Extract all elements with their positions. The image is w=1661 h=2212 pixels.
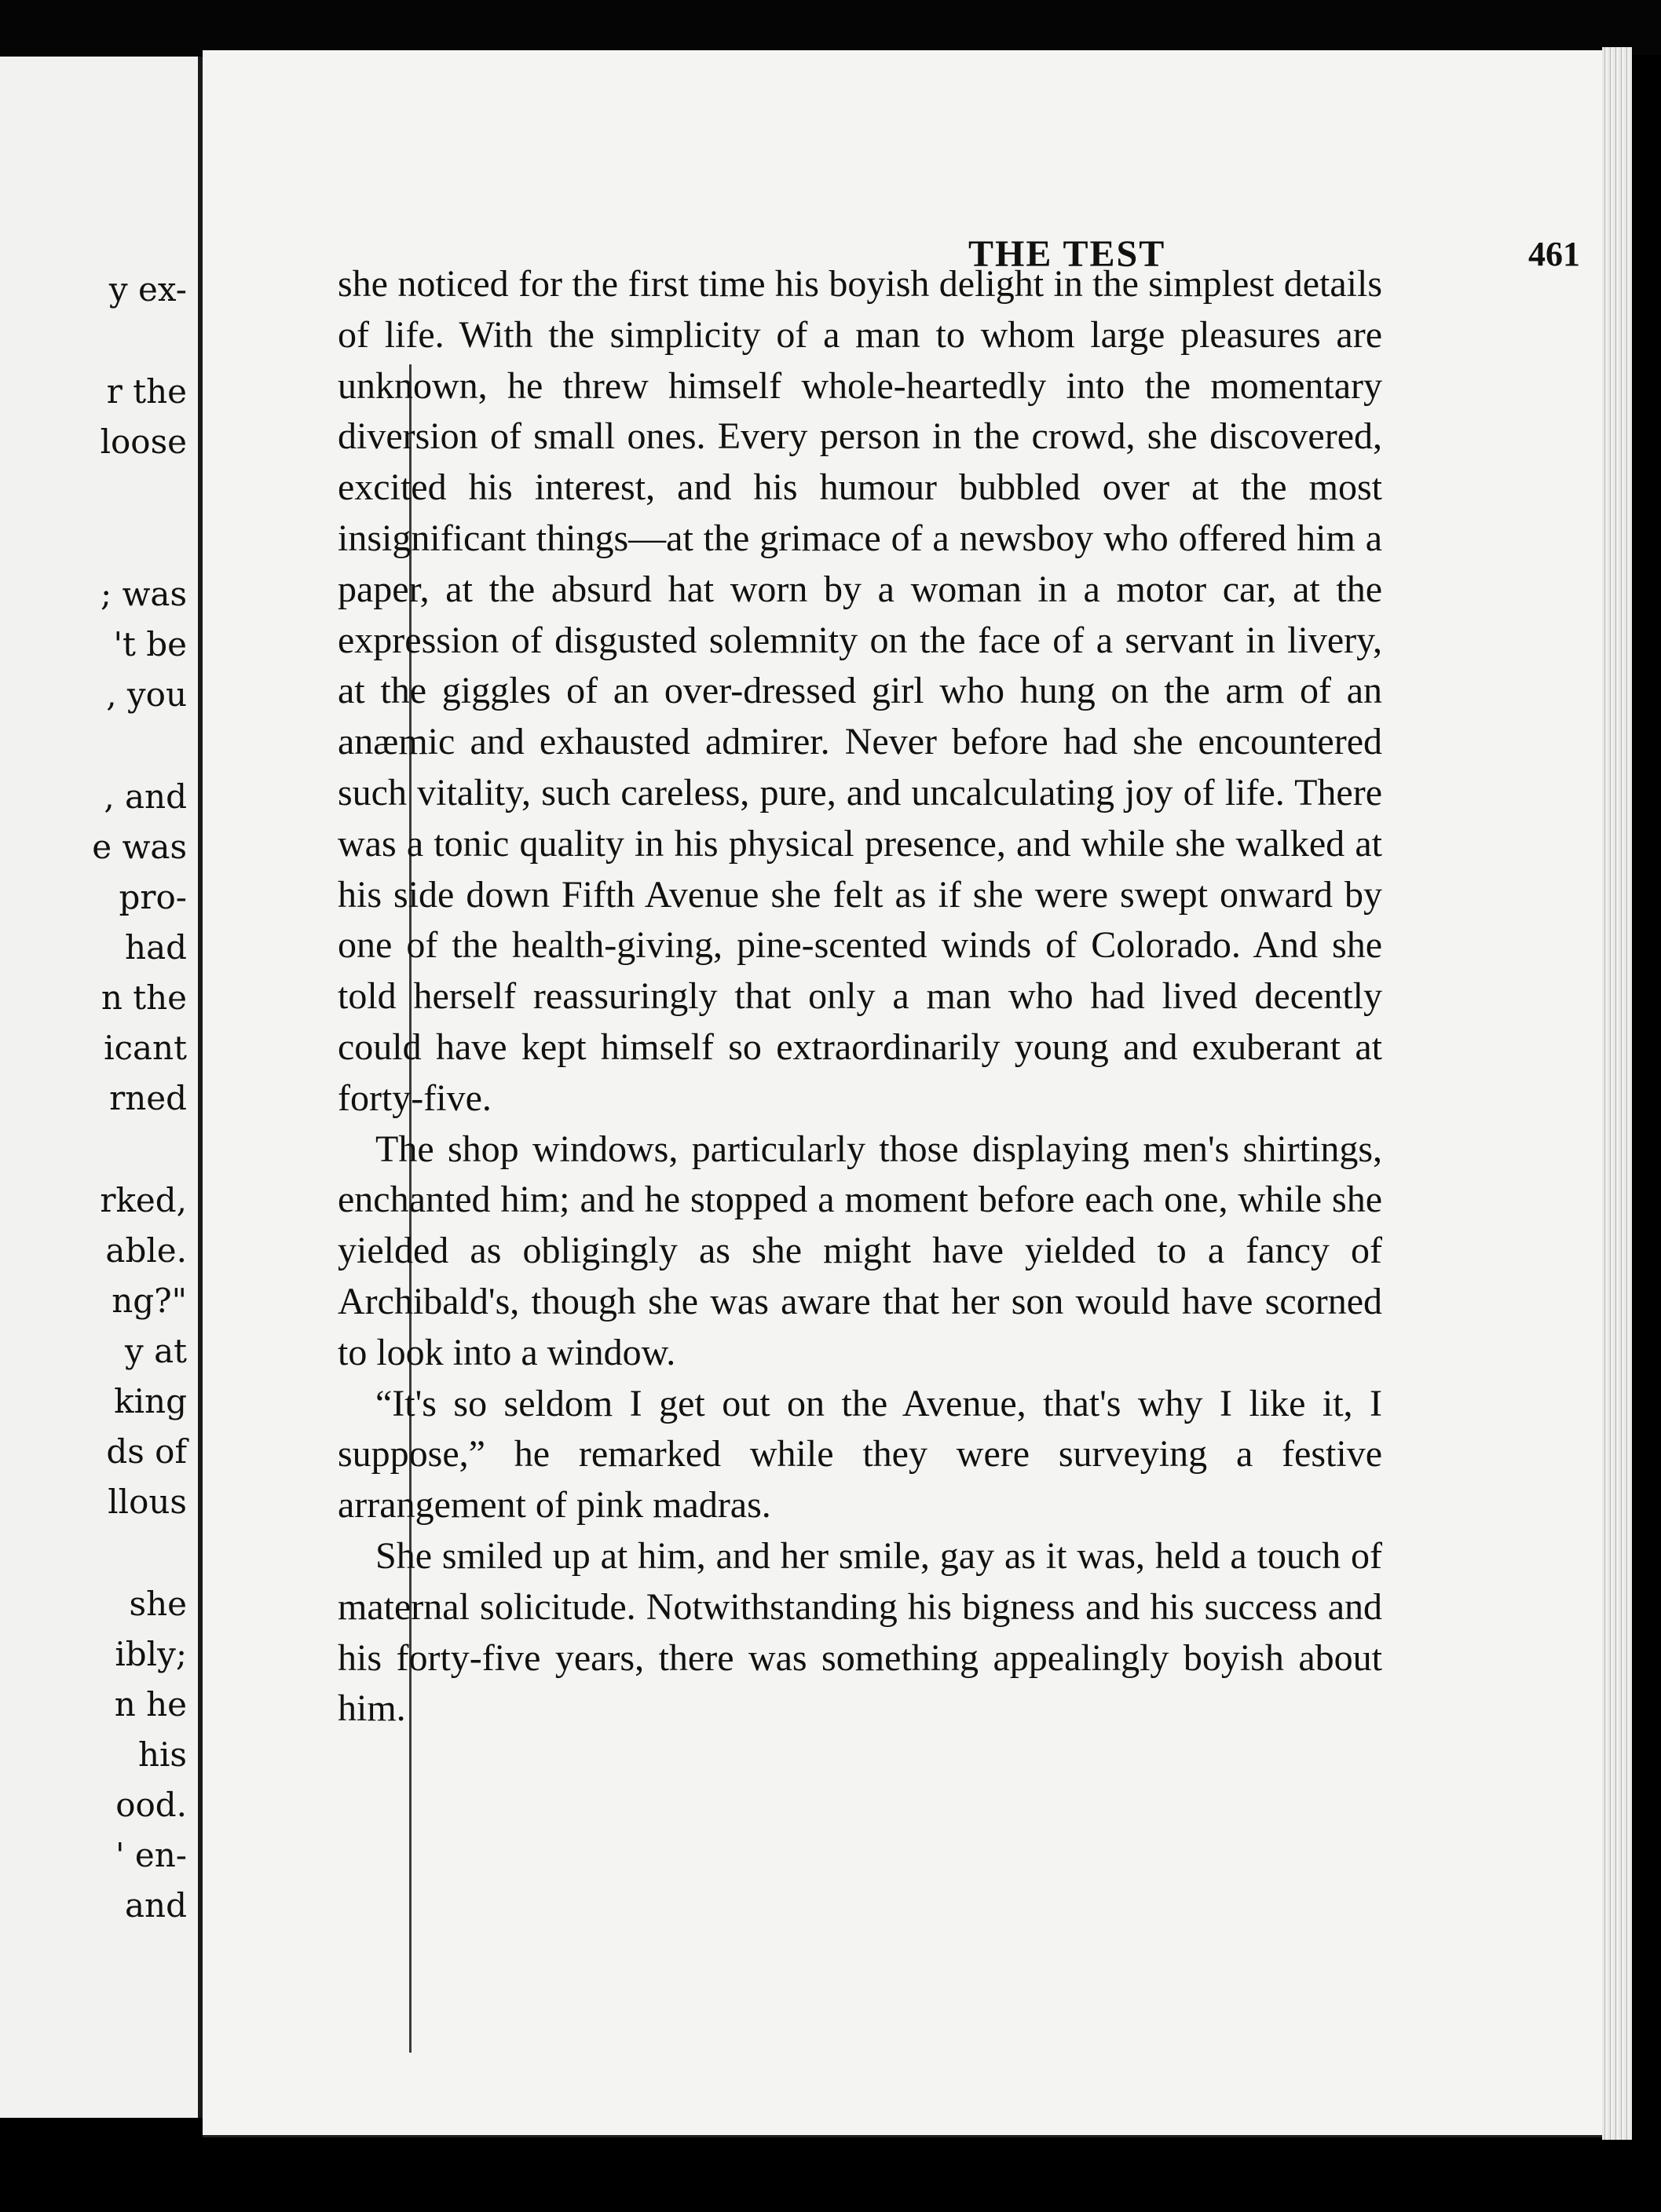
previous-page-fragment: llous bbox=[108, 1483, 187, 1521]
previous-page-fragment: ; was bbox=[100, 575, 187, 613]
previous-page-fragment: ng?" bbox=[112, 1281, 187, 1320]
previous-page-fragment: had bbox=[125, 928, 187, 967]
paragraph: “It's so seldom I get out on the Avenue, that's why I like it, I suppose,” he remarked while they were surveying a festive arrangement of pink madras. bbox=[338, 1382, 1382, 1526]
previous-page-fragment: r the bbox=[106, 372, 187, 411]
previous-page-fragment: his bbox=[137, 1735, 187, 1774]
previous-page-fragment: 't be bbox=[113, 625, 187, 664]
previous-page-fragment: she bbox=[129, 1585, 187, 1623]
previous-page-fragment: pro- bbox=[119, 878, 187, 916]
previous-page-fragment: loose bbox=[100, 422, 187, 461]
previous-page-fragment: y ex- bbox=[108, 270, 187, 309]
previous-page-fragment: ood. bbox=[115, 1786, 187, 1824]
paragraph: she noticed for the first time his boyish delight in the simplest details of life. With the simplicity of a man to whom large pleasures are unknown, he threw himself whole-heartedly into the momentary diversion of small ones. Every person in the crowd, she discovered, excited his interest, and his humour bubbled over at the most insignificant things—at the grimace of a newsboy who offered him a paper, at the absurd hat worn by a woman in a motor car, at the expression of disgusted solemnity on the face of a servant in livery, at the giggles of an over-dressed girl who hung on the arm of an anæmic and exhausted admirer. Never before had she encountered such vitality, such careless, pure, and uncalculating joy of life. There was a tonic quality in his physical presence, and while she walked at his side down Fifth Avenue she felt as if she were swept onward by one of the health-giving, pine-scented winds of Colorado. And she told herself reassuringly that only a man who had lived decently could have kept himself so extraordinarily young and exuberant at forty-five. bbox=[338, 263, 1382, 1119]
page-number: 461 bbox=[1528, 235, 1580, 273]
previous-page-fragment: ibly; bbox=[115, 1635, 187, 1673]
previous-page-fragment: , and bbox=[104, 777, 187, 816]
previous-page-fragment: and bbox=[125, 1886, 187, 1925]
previous-page-fragment: e was bbox=[92, 828, 187, 866]
previous-page-fragment: rned bbox=[109, 1079, 187, 1117]
page-stack-edge bbox=[1602, 47, 1632, 2140]
previous-page-fragment: rked, bbox=[100, 1181, 187, 1219]
previous-page-fragment: , you bbox=[106, 675, 187, 714]
previous-page-fragment: king bbox=[114, 1382, 187, 1420]
previous-page-fragment: ' en- bbox=[115, 1836, 187, 1874]
previous-page-fragment: icant bbox=[104, 1029, 187, 1067]
previous-page-fragment: n the bbox=[101, 978, 187, 1017]
previous-page-fragment: y at bbox=[125, 1332, 187, 1370]
previous-page-fragment: ds of bbox=[106, 1432, 187, 1471]
scan-border-top bbox=[0, 0, 1661, 55]
body-text bbox=[338, 259, 1382, 1735]
paragraph: The shop windows, particularly those displaying men's shirtings, enchanted him; and he stopped a moment before each one, while she yielded as obligingly as she might have yielded to a fancy of Archibald's, though she was aware that her son would have scorned to look into a window. bbox=[338, 1128, 1382, 1373]
previous-page-edge bbox=[0, 57, 200, 2118]
previous-page-fragment: able. bbox=[105, 1231, 187, 1270]
running-head: THE TEST bbox=[968, 233, 1166, 275]
paragraph: She smiled up at him, and her smile, gay as it was, held a touch of maternal solicitude. Notwithstanding his bigness and his success and his forty-five years, there was something appealingly boyish about him. bbox=[338, 1534, 1382, 1730]
previous-page-fragment: n he bbox=[114, 1685, 187, 1724]
